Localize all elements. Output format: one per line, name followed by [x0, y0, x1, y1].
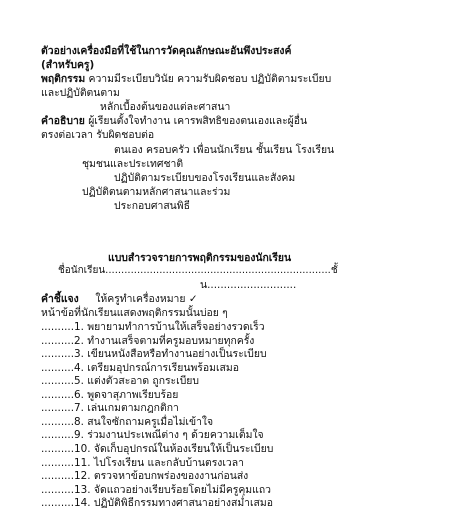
checklist-item-blank[interactable]: .......... — [41, 483, 75, 496]
checklist-item-blank[interactable]: .......... — [41, 361, 75, 374]
definition-line-1 — [41, 115, 307, 127]
checklist-item-text: 13. จัดแถวอย่างเรียบร้อยโดยไม่มีครูคุมแถว — [74, 483, 271, 496]
checklist-item — [41, 443, 273, 455]
checklist-item-text: 1. พยายามทำการบ้านให้เสร็จอย่างรวดเร็ว — [74, 321, 265, 333]
definition-line-6: ปฏิบัติตนตามหลักศาสนาและร่วม — [82, 186, 231, 198]
checklist-item — [41, 457, 244, 469]
definition-line-4: ชุมชนและประเทศชาติ — [82, 158, 184, 170]
checklist-item — [41, 348, 267, 360]
checklist-item — [41, 402, 179, 414]
checklist-item-text: 9. ร่วมงานประเพณีต่าง ๆ ด้วยความเต็มใจ — [74, 429, 264, 442]
definition-label: คำอธิบาย — [41, 115, 85, 127]
definition-line-5: ปฏิบัติตามระเบียบของโรงเรียนและสังคม — [114, 172, 296, 184]
behavior-line-1 — [41, 73, 331, 85]
checklist-item — [41, 416, 213, 428]
checklist-item-text: 3. เขียนหนังสือหรือทำงานอย่างเป็นระเบียบ — [74, 348, 267, 361]
instructions-line-2: หน้าข้อที่นักเรียนแสดงพฤติกรรมนั้นบ่อย ๆ — [41, 307, 228, 319]
checklist-item — [41, 321, 265, 333]
behavior-line-2: และปฏิบัติตนตาม — [41, 87, 120, 99]
definition-line-2: ตรงต่อเวลา รับผิดชอบต่อ — [41, 129, 155, 141]
doc-title: ตัวอย่างเครื่องมือที่ใช้ในการวัดคุณลักษณะอันพึงประสงค์ — [41, 45, 292, 57]
behavior-label: พฤติกรรม — [41, 73, 86, 85]
checklist-item-blank[interactable]: .......... — [41, 375, 75, 388]
instructions-label: คำชี้แจง — [41, 293, 79, 305]
checklist-item — [41, 375, 199, 387]
behavior-line-3: หลักเบื้องต้นของแต่ละศาสนา — [100, 101, 231, 113]
checklist-item-text: 2. ทำงานเสร็จตามที่ครูมอบหมายทุกครั้ง — [74, 334, 255, 347]
checklist-item — [41, 429, 264, 441]
checklist-item-blank[interactable]: .......... — [41, 497, 75, 509]
definition-line-3: ตนเอง ครอบครัว เพื่อนนักเรียน ชั้นเรียน โรงเรียน — [114, 144, 335, 156]
checklist-item-blank[interactable]: .......... — [41, 470, 75, 483]
checklist-item — [41, 484, 271, 496]
checklist-item-text: 11. ไปโรงเรียน และกลับบ้านตรงเวลา — [74, 456, 244, 469]
doc-subtitle: (สำหรับครู) — [41, 59, 95, 71]
checklist-item-text: 5. แต่งตัวสะอาด ถูกระเบียบ — [74, 375, 199, 388]
checklist-item-blank[interactable]: .......... — [41, 334, 75, 347]
checklist-item-text: 8. สนใจซักถามครูเมื่อไม่เข้าใจ — [74, 415, 214, 428]
checklist-item-blank[interactable]: .......... — [41, 321, 75, 333]
checklist-item — [41, 362, 239, 374]
instructions-text: ให้ครูทำเครื่องหมาย — [95, 293, 186, 305]
checklist-item-text: 12. ตรวจหาข้อบกพร่องของงานก่อนส่ง — [74, 470, 249, 483]
checklist-item-blank[interactable]: .......... — [41, 402, 75, 415]
checklist-item-text: 4. เตรียมอุปกรณ์การเรียนพร้อมเสมอ — [74, 361, 239, 374]
checklist-item — [41, 335, 254, 347]
checklist-item-blank[interactable]: .......... — [41, 456, 75, 469]
student-name-line: ชื่อนักเรียน.......................................................................ชั้ — [58, 265, 338, 276]
checklist-item-text: 7. เล่นเกมตามกฎกติกา — [74, 402, 179, 415]
checklist-item-blank[interactable]: .......... — [41, 388, 75, 401]
checklist-item — [41, 470, 248, 482]
checklist-item-blank[interactable]: .......... — [41, 415, 75, 428]
checklist-item — [41, 497, 273, 509]
form-title: แบบสำรวจรายการพฤติกรรมของนักเรียน — [108, 252, 292, 264]
definition-line-7: ประกอบศาสนพิธี — [114, 200, 190, 212]
checklist-item — [41, 389, 178, 401]
instructions-line-1 — [41, 293, 198, 305]
definition-text-1: ผู้เรียนตั้งใจทำงาน เคารพสิทธิของตนเองและผู้อื่น — [88, 115, 308, 127]
class-line: น........................... — [200, 279, 297, 291]
checklist-item-text: 14. ปฏิบัติพิธีกรรมทางศาสนาอย่างสม่ำเสมอ — [74, 497, 273, 509]
checklist-item-text: 10. จัดเก็บอุปกรณ์ในห้องเรียนให้เป็นระเบียบ — [74, 442, 274, 455]
checklist-item-blank[interactable]: .......... — [41, 348, 75, 361]
checklist-item-text: 6. พูดจาสุภาพเรียบร้อย — [74, 388, 179, 401]
checklist-item-blank[interactable]: .......... — [41, 442, 75, 455]
check-mark-icon: ✓ — [188, 293, 198, 305]
checklist-item-blank[interactable]: .......... — [41, 429, 75, 442]
behavior-text-1: ความมีระเบียบวินัย ความรับผิดชอบ ปฏิบัติตามระเบียบ — [88, 73, 332, 85]
